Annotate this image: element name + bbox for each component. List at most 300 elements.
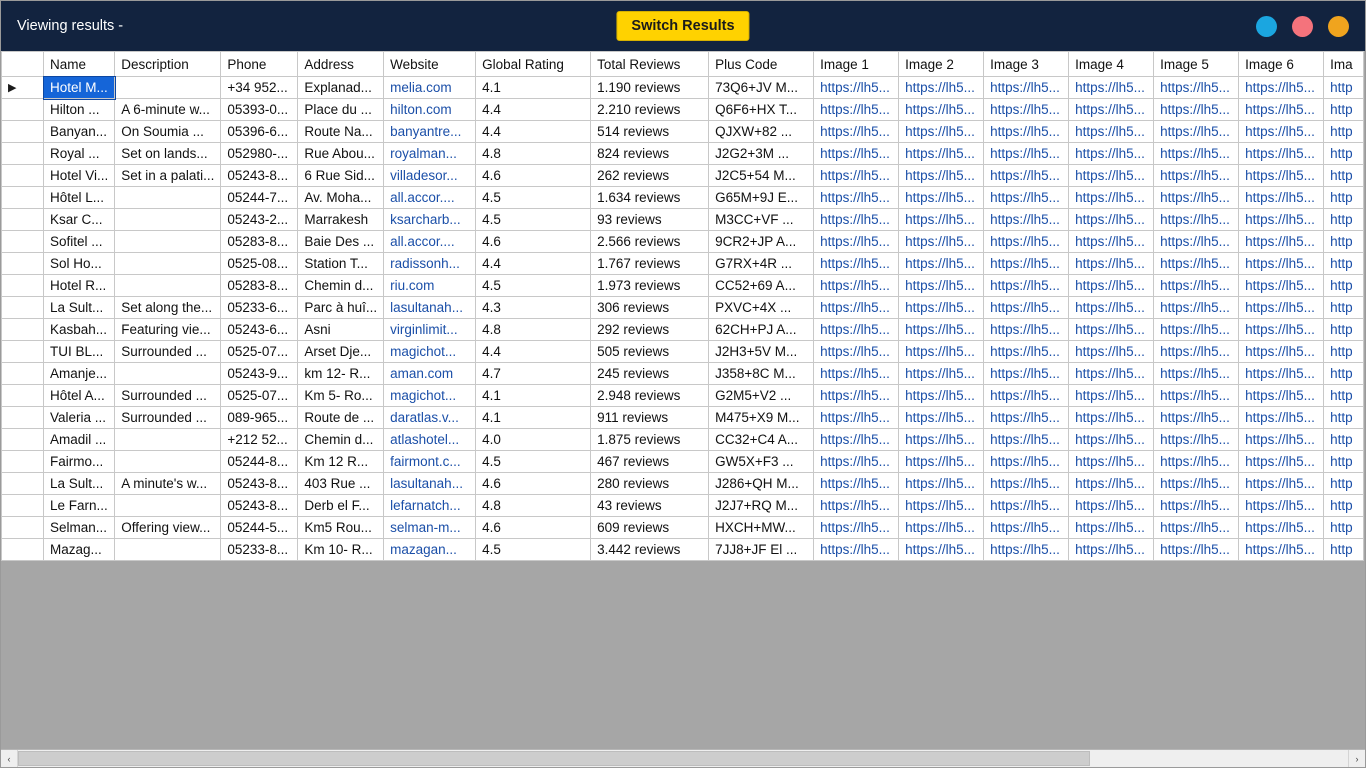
- cell-total-reviews[interactable]: 93 reviews: [591, 209, 709, 231]
- cell-image-5[interactable]: https://lh5...: [1154, 99, 1239, 121]
- cell-image-7[interactable]: http: [1324, 209, 1364, 231]
- cell-plus-code[interactable]: Q6F6+HX T...: [709, 99, 814, 121]
- cell-global-rating[interactable]: 4.6: [476, 517, 591, 539]
- cell-website[interactable]: lefarnatch...: [384, 495, 476, 517]
- cell-image-3[interactable]: https://lh5...: [984, 341, 1069, 363]
- cell-plus-code[interactable]: PXVC+4X ...: [709, 297, 814, 319]
- cell-image-5[interactable]: https://lh5...: [1154, 275, 1239, 297]
- cell-address[interactable]: Station T...: [298, 253, 384, 275]
- cell-plus-code[interactable]: 62CH+PJ A...: [709, 319, 814, 341]
- cell-total-reviews[interactable]: 245 reviews: [591, 363, 709, 385]
- scrollbar-thumb[interactable]: [18, 751, 1090, 766]
- cell-phone[interactable]: 05283-8...: [221, 231, 298, 253]
- cell-description[interactable]: [115, 209, 221, 231]
- column-header-image-7[interactable]: Ima: [1324, 52, 1364, 77]
- cell-address[interactable]: Chemin d...: [298, 429, 384, 451]
- cell-description[interactable]: Offering view...: [115, 517, 221, 539]
- cell-name[interactable]: La Sult...: [44, 297, 115, 319]
- cell-image-1[interactable]: https://lh5...: [814, 495, 899, 517]
- cell-image-3[interactable]: https://lh5...: [984, 429, 1069, 451]
- cell-image-6[interactable]: https://lh5...: [1239, 231, 1324, 253]
- cell-name[interactable]: Amadil ...: [44, 429, 115, 451]
- cell-image-3[interactable]: https://lh5...: [984, 143, 1069, 165]
- cell-website[interactable]: radissonh...: [384, 253, 476, 275]
- cell-image-4[interactable]: https://lh5...: [1069, 99, 1154, 121]
- row-selector[interactable]: [2, 363, 44, 385]
- cell-website[interactable]: lasultanah...: [384, 473, 476, 495]
- cell-image-5[interactable]: https://lh5...: [1154, 165, 1239, 187]
- table-row[interactable]: [2, 143, 1364, 165]
- cell-image-4[interactable]: https://lh5...: [1069, 275, 1154, 297]
- cell-image-2[interactable]: https://lh5...: [899, 517, 984, 539]
- cell-phone[interactable]: +212 52...: [221, 429, 298, 451]
- cell-phone[interactable]: 05243-8...: [221, 473, 298, 495]
- cell-plus-code[interactable]: G2M5+V2 ...: [709, 385, 814, 407]
- cell-image-3[interactable]: https://lh5...: [984, 231, 1069, 253]
- cell-total-reviews[interactable]: 911 reviews: [591, 407, 709, 429]
- cell-image-5[interactable]: https://lh5...: [1154, 539, 1239, 561]
- cell-image-7[interactable]: http: [1324, 253, 1364, 275]
- cell-address[interactable]: Rue Abou...: [298, 143, 384, 165]
- table-row[interactable]: [2, 209, 1364, 231]
- cell-image-7[interactable]: http: [1324, 165, 1364, 187]
- cell-description[interactable]: [115, 429, 221, 451]
- cell-address[interactable]: Baie Des ...: [298, 231, 384, 253]
- cell-plus-code[interactable]: CC52+69 A...: [709, 275, 814, 297]
- cell-image-2[interactable]: https://lh5...: [899, 385, 984, 407]
- cell-global-rating[interactable]: 4.4: [476, 121, 591, 143]
- row-selector[interactable]: [2, 429, 44, 451]
- cell-name[interactable]: Hotel R...: [44, 275, 115, 297]
- cell-phone[interactable]: 05283-8...: [221, 275, 298, 297]
- cell-image-1[interactable]: https://lh5...: [814, 341, 899, 363]
- cell-address[interactable]: Km 5- Ro...: [298, 385, 384, 407]
- cell-total-reviews[interactable]: 2.948 reviews: [591, 385, 709, 407]
- cell-image-1[interactable]: https://lh5...: [814, 297, 899, 319]
- cell-image-1[interactable]: https://lh5...: [814, 209, 899, 231]
- cell-website[interactable]: banyantre...: [384, 121, 476, 143]
- cell-image-1[interactable]: https://lh5...: [814, 385, 899, 407]
- cell-global-rating[interactable]: 4.6: [476, 231, 591, 253]
- cell-description[interactable]: [115, 253, 221, 275]
- cell-image-4[interactable]: https://lh5...: [1069, 209, 1154, 231]
- cell-image-2[interactable]: https://lh5...: [899, 209, 984, 231]
- cell-global-rating[interactable]: 4.6: [476, 165, 591, 187]
- cell-image-7[interactable]: http: [1324, 231, 1364, 253]
- cell-image-4[interactable]: https://lh5...: [1069, 429, 1154, 451]
- cell-image-2[interactable]: https://lh5...: [899, 341, 984, 363]
- cell-name[interactable]: Hotel M...: [44, 77, 115, 99]
- cell-image-6[interactable]: https://lh5...: [1239, 385, 1324, 407]
- cell-image-6[interactable]: https://lh5...: [1239, 297, 1324, 319]
- cell-plus-code[interactable]: G7RX+4R ...: [709, 253, 814, 275]
- cell-image-7[interactable]: http: [1324, 99, 1364, 121]
- cell-image-2[interactable]: https://lh5...: [899, 165, 984, 187]
- cell-image-7[interactable]: http: [1324, 385, 1364, 407]
- cell-image-1[interactable]: https://lh5...: [814, 231, 899, 253]
- cell-image-6[interactable]: https://lh5...: [1239, 319, 1324, 341]
- row-selector[interactable]: [2, 143, 44, 165]
- cell-name[interactable]: Selman...: [44, 517, 115, 539]
- cell-website[interactable]: aman.com: [384, 363, 476, 385]
- cell-image-2[interactable]: https://lh5...: [899, 495, 984, 517]
- cell-image-4[interactable]: https://lh5...: [1069, 231, 1154, 253]
- row-selector[interactable]: [2, 121, 44, 143]
- cell-image-4[interactable]: https://lh5...: [1069, 319, 1154, 341]
- cell-image-2[interactable]: https://lh5...: [899, 319, 984, 341]
- cell-image-3[interactable]: https://lh5...: [984, 165, 1069, 187]
- cell-name[interactable]: Hôtel L...: [44, 187, 115, 209]
- cell-name[interactable]: Banyan...: [44, 121, 115, 143]
- cell-website[interactable]: atlashotel...: [384, 429, 476, 451]
- column-header-image-4[interactable]: Image 4: [1069, 52, 1154, 77]
- cell-image-3[interactable]: https://lh5...: [984, 451, 1069, 473]
- cell-image-2[interactable]: https://lh5...: [899, 407, 984, 429]
- cell-total-reviews[interactable]: 2.210 reviews: [591, 99, 709, 121]
- cell-image-7[interactable]: http: [1324, 187, 1364, 209]
- cell-address[interactable]: Explanad...: [298, 77, 384, 99]
- table-row[interactable]: [2, 187, 1364, 209]
- cell-image-4[interactable]: https://lh5...: [1069, 297, 1154, 319]
- cell-phone[interactable]: 05393-0...: [221, 99, 298, 121]
- cell-image-5[interactable]: https://lh5...: [1154, 341, 1239, 363]
- cell-phone[interactable]: 052980-...: [221, 143, 298, 165]
- cell-website[interactable]: virginlimit...: [384, 319, 476, 341]
- cell-total-reviews[interactable]: 1.634 reviews: [591, 187, 709, 209]
- cell-description[interactable]: [115, 187, 221, 209]
- cell-image-2[interactable]: https://lh5...: [899, 99, 984, 121]
- cell-image-7[interactable]: http: [1324, 297, 1364, 319]
- cell-image-2[interactable]: https://lh5...: [899, 429, 984, 451]
- cell-plus-code[interactable]: M475+X9 M...: [709, 407, 814, 429]
- cell-phone[interactable]: 05243-9...: [221, 363, 298, 385]
- row-selector[interactable]: [2, 319, 44, 341]
- cell-global-rating[interactable]: 4.0: [476, 429, 591, 451]
- cell-image-5[interactable]: https://lh5...: [1154, 209, 1239, 231]
- row-selector[interactable]: [2, 297, 44, 319]
- cell-image-2[interactable]: https://lh5...: [899, 297, 984, 319]
- cell-description[interactable]: [115, 539, 221, 561]
- cell-image-4[interactable]: https://lh5...: [1069, 363, 1154, 385]
- cell-total-reviews[interactable]: 43 reviews: [591, 495, 709, 517]
- cell-image-7[interactable]: http: [1324, 319, 1364, 341]
- cell-image-2[interactable]: https://lh5...: [899, 363, 984, 385]
- column-header-select[interactable]: [2, 52, 44, 77]
- cell-address[interactable]: Parc à huî...: [298, 297, 384, 319]
- cell-image-6[interactable]: https://lh5...: [1239, 429, 1324, 451]
- cell-description[interactable]: Set on lands...: [115, 143, 221, 165]
- cell-image-3[interactable]: https://lh5...: [984, 539, 1069, 561]
- close-icon[interactable]: [1292, 16, 1313, 37]
- cell-image-1[interactable]: https://lh5...: [814, 143, 899, 165]
- cell-image-7[interactable]: http: [1324, 451, 1364, 473]
- cell-name[interactable]: Sofitel ...: [44, 231, 115, 253]
- cell-image-2[interactable]: https://lh5...: [899, 143, 984, 165]
- cell-image-6[interactable]: https://lh5...: [1239, 121, 1324, 143]
- cell-global-rating[interactable]: 4.8: [476, 495, 591, 517]
- cell-plus-code[interactable]: GW5X+F3 ...: [709, 451, 814, 473]
- cell-description[interactable]: [115, 495, 221, 517]
- cell-image-3[interactable]: https://lh5...: [984, 495, 1069, 517]
- cell-image-6[interactable]: https://lh5...: [1239, 451, 1324, 473]
- cell-image-2[interactable]: https://lh5...: [899, 539, 984, 561]
- cell-address[interactable]: Marrakesh: [298, 209, 384, 231]
- cell-image-5[interactable]: https://lh5...: [1154, 297, 1239, 319]
- row-selector[interactable]: [2, 385, 44, 407]
- cell-image-6[interactable]: https://lh5...: [1239, 165, 1324, 187]
- cell-name[interactable]: Amanje...: [44, 363, 115, 385]
- cell-image-6[interactable]: https://lh5...: [1239, 209, 1324, 231]
- cell-image-1[interactable]: https://lh5...: [814, 77, 899, 99]
- cell-phone[interactable]: 05233-6...: [221, 297, 298, 319]
- cell-image-4[interactable]: https://lh5...: [1069, 341, 1154, 363]
- cell-website[interactable]: magichot...: [384, 385, 476, 407]
- table-row[interactable]: [2, 99, 1364, 121]
- column-header-total-reviews[interactable]: Total Reviews: [591, 52, 709, 77]
- column-header-description[interactable]: Description: [115, 52, 221, 77]
- cell-image-7[interactable]: http: [1324, 407, 1364, 429]
- cell-global-rating[interactable]: 4.7: [476, 363, 591, 385]
- cell-image-3[interactable]: https://lh5...: [984, 407, 1069, 429]
- cell-global-rating[interactable]: 4.4: [476, 341, 591, 363]
- cell-image-6[interactable]: https://lh5...: [1239, 143, 1324, 165]
- table-row[interactable]: [2, 473, 1364, 495]
- cell-image-1[interactable]: https://lh5...: [814, 319, 899, 341]
- table-row[interactable]: [2, 253, 1364, 275]
- cell-image-4[interactable]: https://lh5...: [1069, 121, 1154, 143]
- cell-plus-code[interactable]: J2H3+5V M...: [709, 341, 814, 363]
- cell-website[interactable]: daratlas.v...: [384, 407, 476, 429]
- cell-total-reviews[interactable]: 824 reviews: [591, 143, 709, 165]
- cell-image-3[interactable]: https://lh5...: [984, 319, 1069, 341]
- cell-name[interactable]: Sol Ho...: [44, 253, 115, 275]
- cell-global-rating[interactable]: 4.8: [476, 143, 591, 165]
- cell-name[interactable]: Ksar C...: [44, 209, 115, 231]
- cell-image-5[interactable]: https://lh5...: [1154, 473, 1239, 495]
- cell-image-6[interactable]: https://lh5...: [1239, 341, 1324, 363]
- cell-address[interactable]: Chemin d...: [298, 275, 384, 297]
- cell-image-1[interactable]: https://lh5...: [814, 275, 899, 297]
- table-row[interactable]: [2, 165, 1364, 187]
- scroll-right-arrow-icon[interactable]: ›: [1348, 750, 1365, 767]
- cell-address[interactable]: Km 10- R...: [298, 539, 384, 561]
- cell-image-6[interactable]: https://lh5...: [1239, 363, 1324, 385]
- row-selector[interactable]: [2, 77, 44, 99]
- cell-total-reviews[interactable]: 280 reviews: [591, 473, 709, 495]
- cell-image-5[interactable]: https://lh5...: [1154, 363, 1239, 385]
- cell-image-4[interactable]: https://lh5...: [1069, 77, 1154, 99]
- cell-phone[interactable]: +34 952...: [221, 77, 298, 99]
- cell-image-3[interactable]: https://lh5...: [984, 121, 1069, 143]
- cell-total-reviews[interactable]: 306 reviews: [591, 297, 709, 319]
- cell-image-5[interactable]: https://lh5...: [1154, 121, 1239, 143]
- cell-total-reviews[interactable]: 467 reviews: [591, 451, 709, 473]
- table-row[interactable]: [2, 121, 1364, 143]
- cell-description[interactable]: On Soumia ...: [115, 121, 221, 143]
- cell-name[interactable]: Fairmo...: [44, 451, 115, 473]
- table-row[interactable]: [2, 341, 1364, 363]
- cell-phone[interactable]: 05243-2...: [221, 209, 298, 231]
- row-selector[interactable]: [2, 209, 44, 231]
- cell-total-reviews[interactable]: 1.875 reviews: [591, 429, 709, 451]
- table-row[interactable]: [2, 275, 1364, 297]
- cell-image-1[interactable]: https://lh5...: [814, 451, 899, 473]
- cell-phone[interactable]: 05396-6...: [221, 121, 298, 143]
- table-row[interactable]: [2, 407, 1364, 429]
- cell-plus-code[interactable]: 7JJ8+JF El ...: [709, 539, 814, 561]
- column-header-image-3[interactable]: Image 3: [984, 52, 1069, 77]
- cell-address[interactable]: Route Na...: [298, 121, 384, 143]
- cell-description[interactable]: Set in a palati...: [115, 165, 221, 187]
- column-header-image-6[interactable]: Image 6: [1239, 52, 1324, 77]
- cell-image-6[interactable]: https://lh5...: [1239, 253, 1324, 275]
- cell-plus-code[interactable]: J358+8C M...: [709, 363, 814, 385]
- cell-image-6[interactable]: https://lh5...: [1239, 495, 1324, 517]
- cell-image-1[interactable]: https://lh5...: [814, 121, 899, 143]
- cell-plus-code[interactable]: J286+QH M...: [709, 473, 814, 495]
- cell-website[interactable]: mazagan...: [384, 539, 476, 561]
- cell-total-reviews[interactable]: 262 reviews: [591, 165, 709, 187]
- row-selector[interactable]: [2, 165, 44, 187]
- cell-image-4[interactable]: https://lh5...: [1069, 495, 1154, 517]
- cell-global-rating[interactable]: 4.3: [476, 297, 591, 319]
- table-row[interactable]: [2, 539, 1364, 561]
- cell-website[interactable]: magichot...: [384, 341, 476, 363]
- cell-image-3[interactable]: https://lh5...: [984, 253, 1069, 275]
- row-selector[interactable]: [2, 275, 44, 297]
- cell-image-7[interactable]: http: [1324, 143, 1364, 165]
- cell-total-reviews[interactable]: 505 reviews: [591, 341, 709, 363]
- cell-image-2[interactable]: https://lh5...: [899, 121, 984, 143]
- cell-name[interactable]: Royal ...: [44, 143, 115, 165]
- cell-address[interactable]: Av. Moha...: [298, 187, 384, 209]
- cell-phone[interactable]: 05243-6...: [221, 319, 298, 341]
- cell-total-reviews[interactable]: 292 reviews: [591, 319, 709, 341]
- cell-image-4[interactable]: https://lh5...: [1069, 539, 1154, 561]
- cell-description[interactable]: Surrounded ...: [115, 341, 221, 363]
- cell-plus-code[interactable]: HXCH+MW...: [709, 517, 814, 539]
- cell-image-2[interactable]: https://lh5...: [899, 187, 984, 209]
- table-row[interactable]: [2, 429, 1364, 451]
- cell-plus-code[interactable]: 73Q6+JV M...: [709, 77, 814, 99]
- cell-phone[interactable]: 089-965...: [221, 407, 298, 429]
- switch-results-button[interactable]: Switch Results: [616, 11, 749, 42]
- cell-image-5[interactable]: https://lh5...: [1154, 231, 1239, 253]
- cell-image-4[interactable]: https://lh5...: [1069, 165, 1154, 187]
- column-header-address[interactable]: Address: [298, 52, 384, 77]
- cell-image-6[interactable]: https://lh5...: [1239, 473, 1324, 495]
- cell-address[interactable]: Route de ...: [298, 407, 384, 429]
- cell-image-1[interactable]: https://lh5...: [814, 253, 899, 275]
- cell-image-3[interactable]: https://lh5...: [984, 209, 1069, 231]
- cell-global-rating[interactable]: 4.1: [476, 407, 591, 429]
- cell-name[interactable]: Le Farn...: [44, 495, 115, 517]
- cell-image-5[interactable]: https://lh5...: [1154, 187, 1239, 209]
- row-selector[interactable]: [2, 407, 44, 429]
- cell-image-6[interactable]: https://lh5...: [1239, 187, 1324, 209]
- cell-name[interactable]: La Sult...: [44, 473, 115, 495]
- cell-name[interactable]: Mazag...: [44, 539, 115, 561]
- cell-total-reviews[interactable]: 3.442 reviews: [591, 539, 709, 561]
- cell-image-1[interactable]: https://lh5...: [814, 429, 899, 451]
- cell-total-reviews[interactable]: 609 reviews: [591, 517, 709, 539]
- cell-image-2[interactable]: https://lh5...: [899, 275, 984, 297]
- cell-total-reviews[interactable]: 2.566 reviews: [591, 231, 709, 253]
- cell-image-7[interactable]: http: [1324, 341, 1364, 363]
- cell-image-1[interactable]: https://lh5...: [814, 187, 899, 209]
- cell-image-3[interactable]: https://lh5...: [984, 385, 1069, 407]
- table-row[interactable]: [2, 385, 1364, 407]
- cell-address[interactable]: 403 Rue ...: [298, 473, 384, 495]
- scrollbar-track[interactable]: [18, 750, 1348, 767]
- cell-global-rating[interactable]: 4.1: [476, 385, 591, 407]
- cell-phone[interactable]: 0525-07...: [221, 341, 298, 363]
- cell-address[interactable]: Km5 Rou...: [298, 517, 384, 539]
- cell-plus-code[interactable]: 9CR2+JP A...: [709, 231, 814, 253]
- cell-global-rating[interactable]: 4.5: [476, 209, 591, 231]
- cell-description[interactable]: Surrounded ...: [115, 385, 221, 407]
- cell-description[interactable]: [115, 451, 221, 473]
- cell-image-2[interactable]: https://lh5...: [899, 451, 984, 473]
- cell-image-1[interactable]: https://lh5...: [814, 99, 899, 121]
- column-header-phone[interactable]: Phone: [221, 52, 298, 77]
- cell-image-3[interactable]: https://lh5...: [984, 187, 1069, 209]
- cell-image-1[interactable]: https://lh5...: [814, 539, 899, 561]
- cell-plus-code[interactable]: M3CC+VF ...: [709, 209, 814, 231]
- cell-image-5[interactable]: https://lh5...: [1154, 407, 1239, 429]
- cell-image-3[interactable]: https://lh5...: [984, 363, 1069, 385]
- cell-phone[interactable]: 05244-7...: [221, 187, 298, 209]
- cell-name[interactable]: Hotel Vi...: [44, 165, 115, 187]
- cell-global-rating[interactable]: 4.4: [476, 99, 591, 121]
- cell-image-3[interactable]: https://lh5...: [984, 473, 1069, 495]
- cell-description[interactable]: Surrounded ...: [115, 407, 221, 429]
- cell-phone[interactable]: 0525-08...: [221, 253, 298, 275]
- column-header-plus-code[interactable]: Plus Code: [709, 52, 814, 77]
- column-header-name[interactable]: Name: [44, 52, 115, 77]
- row-selector[interactable]: [2, 517, 44, 539]
- cell-image-5[interactable]: https://lh5...: [1154, 253, 1239, 275]
- cell-total-reviews[interactable]: 514 reviews: [591, 121, 709, 143]
- cell-global-rating[interactable]: 4.8: [476, 319, 591, 341]
- row-selector[interactable]: [2, 451, 44, 473]
- cell-website[interactable]: lasultanah...: [384, 297, 476, 319]
- cell-description[interactable]: [115, 231, 221, 253]
- cell-image-2[interactable]: https://lh5...: [899, 231, 984, 253]
- maximize-icon[interactable]: [1328, 16, 1349, 37]
- cell-website[interactable]: ksarcharb...: [384, 209, 476, 231]
- cell-image-1[interactable]: https://lh5...: [814, 165, 899, 187]
- cell-description[interactable]: [115, 363, 221, 385]
- cell-address[interactable]: Derb el F...: [298, 495, 384, 517]
- table-row[interactable]: [2, 451, 1364, 473]
- cell-image-3[interactable]: https://lh5...: [984, 77, 1069, 99]
- cell-website[interactable]: riu.com: [384, 275, 476, 297]
- cell-image-7[interactable]: http: [1324, 77, 1364, 99]
- row-selector[interactable]: [2, 187, 44, 209]
- cell-plus-code[interactable]: J2C5+54 M...: [709, 165, 814, 187]
- cell-total-reviews[interactable]: 1.973 reviews: [591, 275, 709, 297]
- cell-image-1[interactable]: https://lh5...: [814, 407, 899, 429]
- cell-website[interactable]: fairmont.c...: [384, 451, 476, 473]
- cell-phone[interactable]: 05243-8...: [221, 165, 298, 187]
- cell-image-4[interactable]: https://lh5...: [1069, 407, 1154, 429]
- row-selector[interactable]: [2, 341, 44, 363]
- cell-address[interactable]: 6 Rue Sid...: [298, 165, 384, 187]
- cell-description[interactable]: A minute's w...: [115, 473, 221, 495]
- column-header-image-5[interactable]: Image 5: [1154, 52, 1239, 77]
- cell-phone[interactable]: 05244-8...: [221, 451, 298, 473]
